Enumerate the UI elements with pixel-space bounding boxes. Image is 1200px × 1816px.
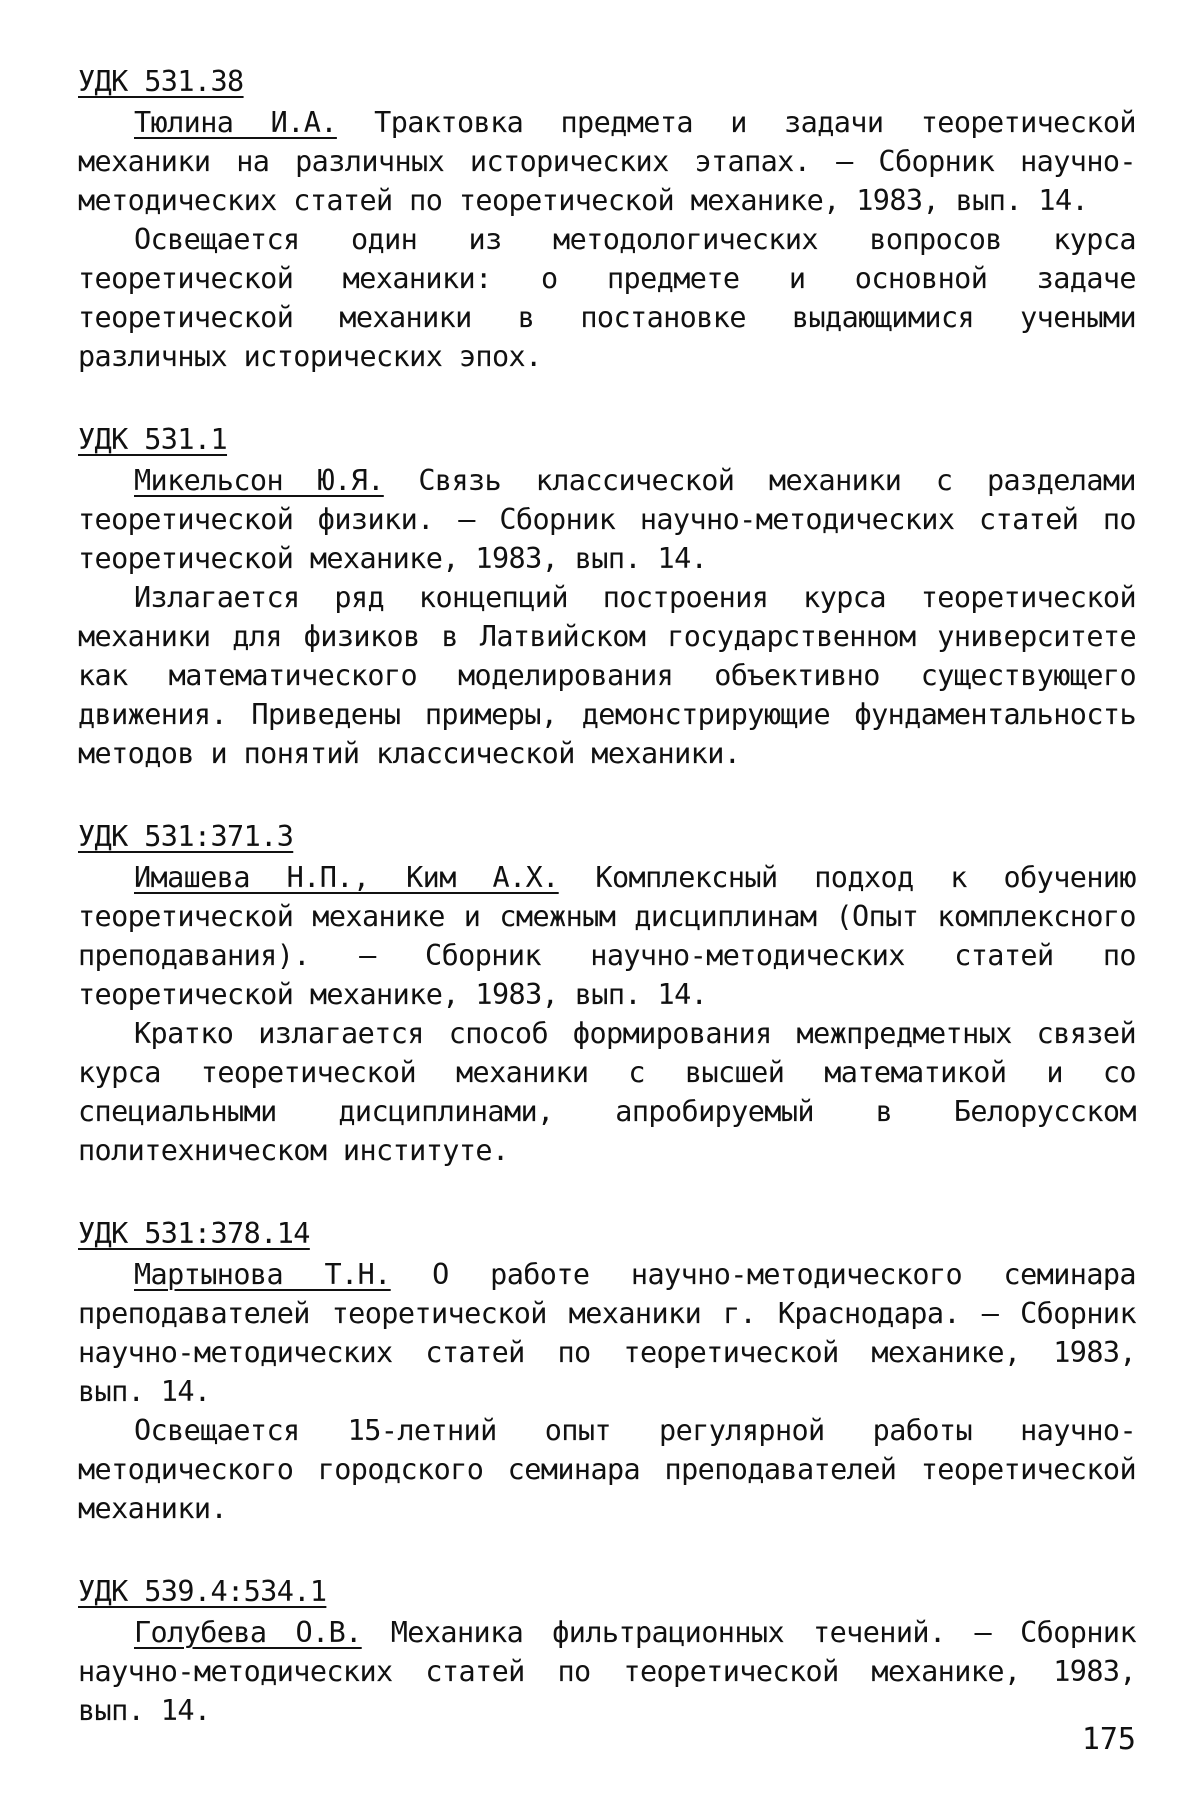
reference-text: О работе научно-методического семинара преподавателей теоретической механики г. Краснодара. – Сборник научно-методических статей по теоретической механике, 1983, вып. 14. [78,1258,1136,1408]
abstract: Излагается ряд концепций построения курса теоретической механики для физиков в Латвийском государственном университете как математического моделирования объективно существующего движения. Приведены примеры, демонстрирующие фундаментальность методов и понятий классической механики. [78,581,1136,770]
authors: Мартынова Т.Н. [134,1258,391,1291]
udk-code: УДК 531.1 [78,423,228,456]
udk-code: УДК 531:371.3 [78,820,294,853]
entry-4 [78,1214,1136,1528]
reference-text: Механика фильтрационных течений. – Сборник научно-методических статей по теоретической механике, 1983, вып. 14. [78,1616,1136,1727]
reference [78,1613,1136,1730]
authors: Микельсон Ю.Я. [134,464,384,497]
entry-2 [78,420,1136,773]
bibliography-page [78,62,1136,1774]
udk-code: УДК 531:378.14 [78,1217,310,1250]
reference [78,461,1136,578]
reference-text: Связь классической механики с разделами теоретической физики. – Сборник научно-методических статей по теоретической механике, 1983, вып. 14. [78,464,1136,575]
reference [78,1255,1136,1411]
abstract: Освещается 15-летний опыт регулярной работы научно-методического городского семинара преподавателей теоретической механики. [78,1414,1136,1525]
entry-5 [78,1572,1136,1730]
reference [78,858,1136,1014]
entry-1 [78,62,1136,376]
authors: Голубева О.В. [134,1616,362,1649]
abstract: Кратко излагается способ формирования межпредметных связей курса теоретической механики с высшей математикой и со специальными дисциплинами, апробируемый в Белорусском политехническом институте. [78,1017,1136,1167]
entry-3 [78,817,1136,1170]
reference-text: Комплексный подход к обучению теоретической механике и смежным дисциплинам (Опыт комплексного преподавания). – Сборник научно-методических статей по теоретической механике, 1983, вып. 14. [78,861,1136,1011]
udk-code: УДК 531.38 [78,65,244,98]
reference [78,103,1136,220]
authors: Имашева Н.П., Ким А.Х. [134,861,559,894]
reference-text: Трактовка предмета и задачи теоретической механики на различных исторических этапах. – Сборник научно-методических статей по теоретической механике, 1983, вып. 14. [78,106,1136,217]
authors: Тюлина И.А. [134,106,337,139]
abstract: Освещается один из методологических вопросов курса теоретической механики: о предмете и основной задаче теоретической механики в постановке выдающимися учеными различных исторических эпох. [78,223,1136,373]
udk-code: УДК 539.4:534.1 [78,1575,327,1608]
page-number: 175 [1081,1722,1136,1757]
